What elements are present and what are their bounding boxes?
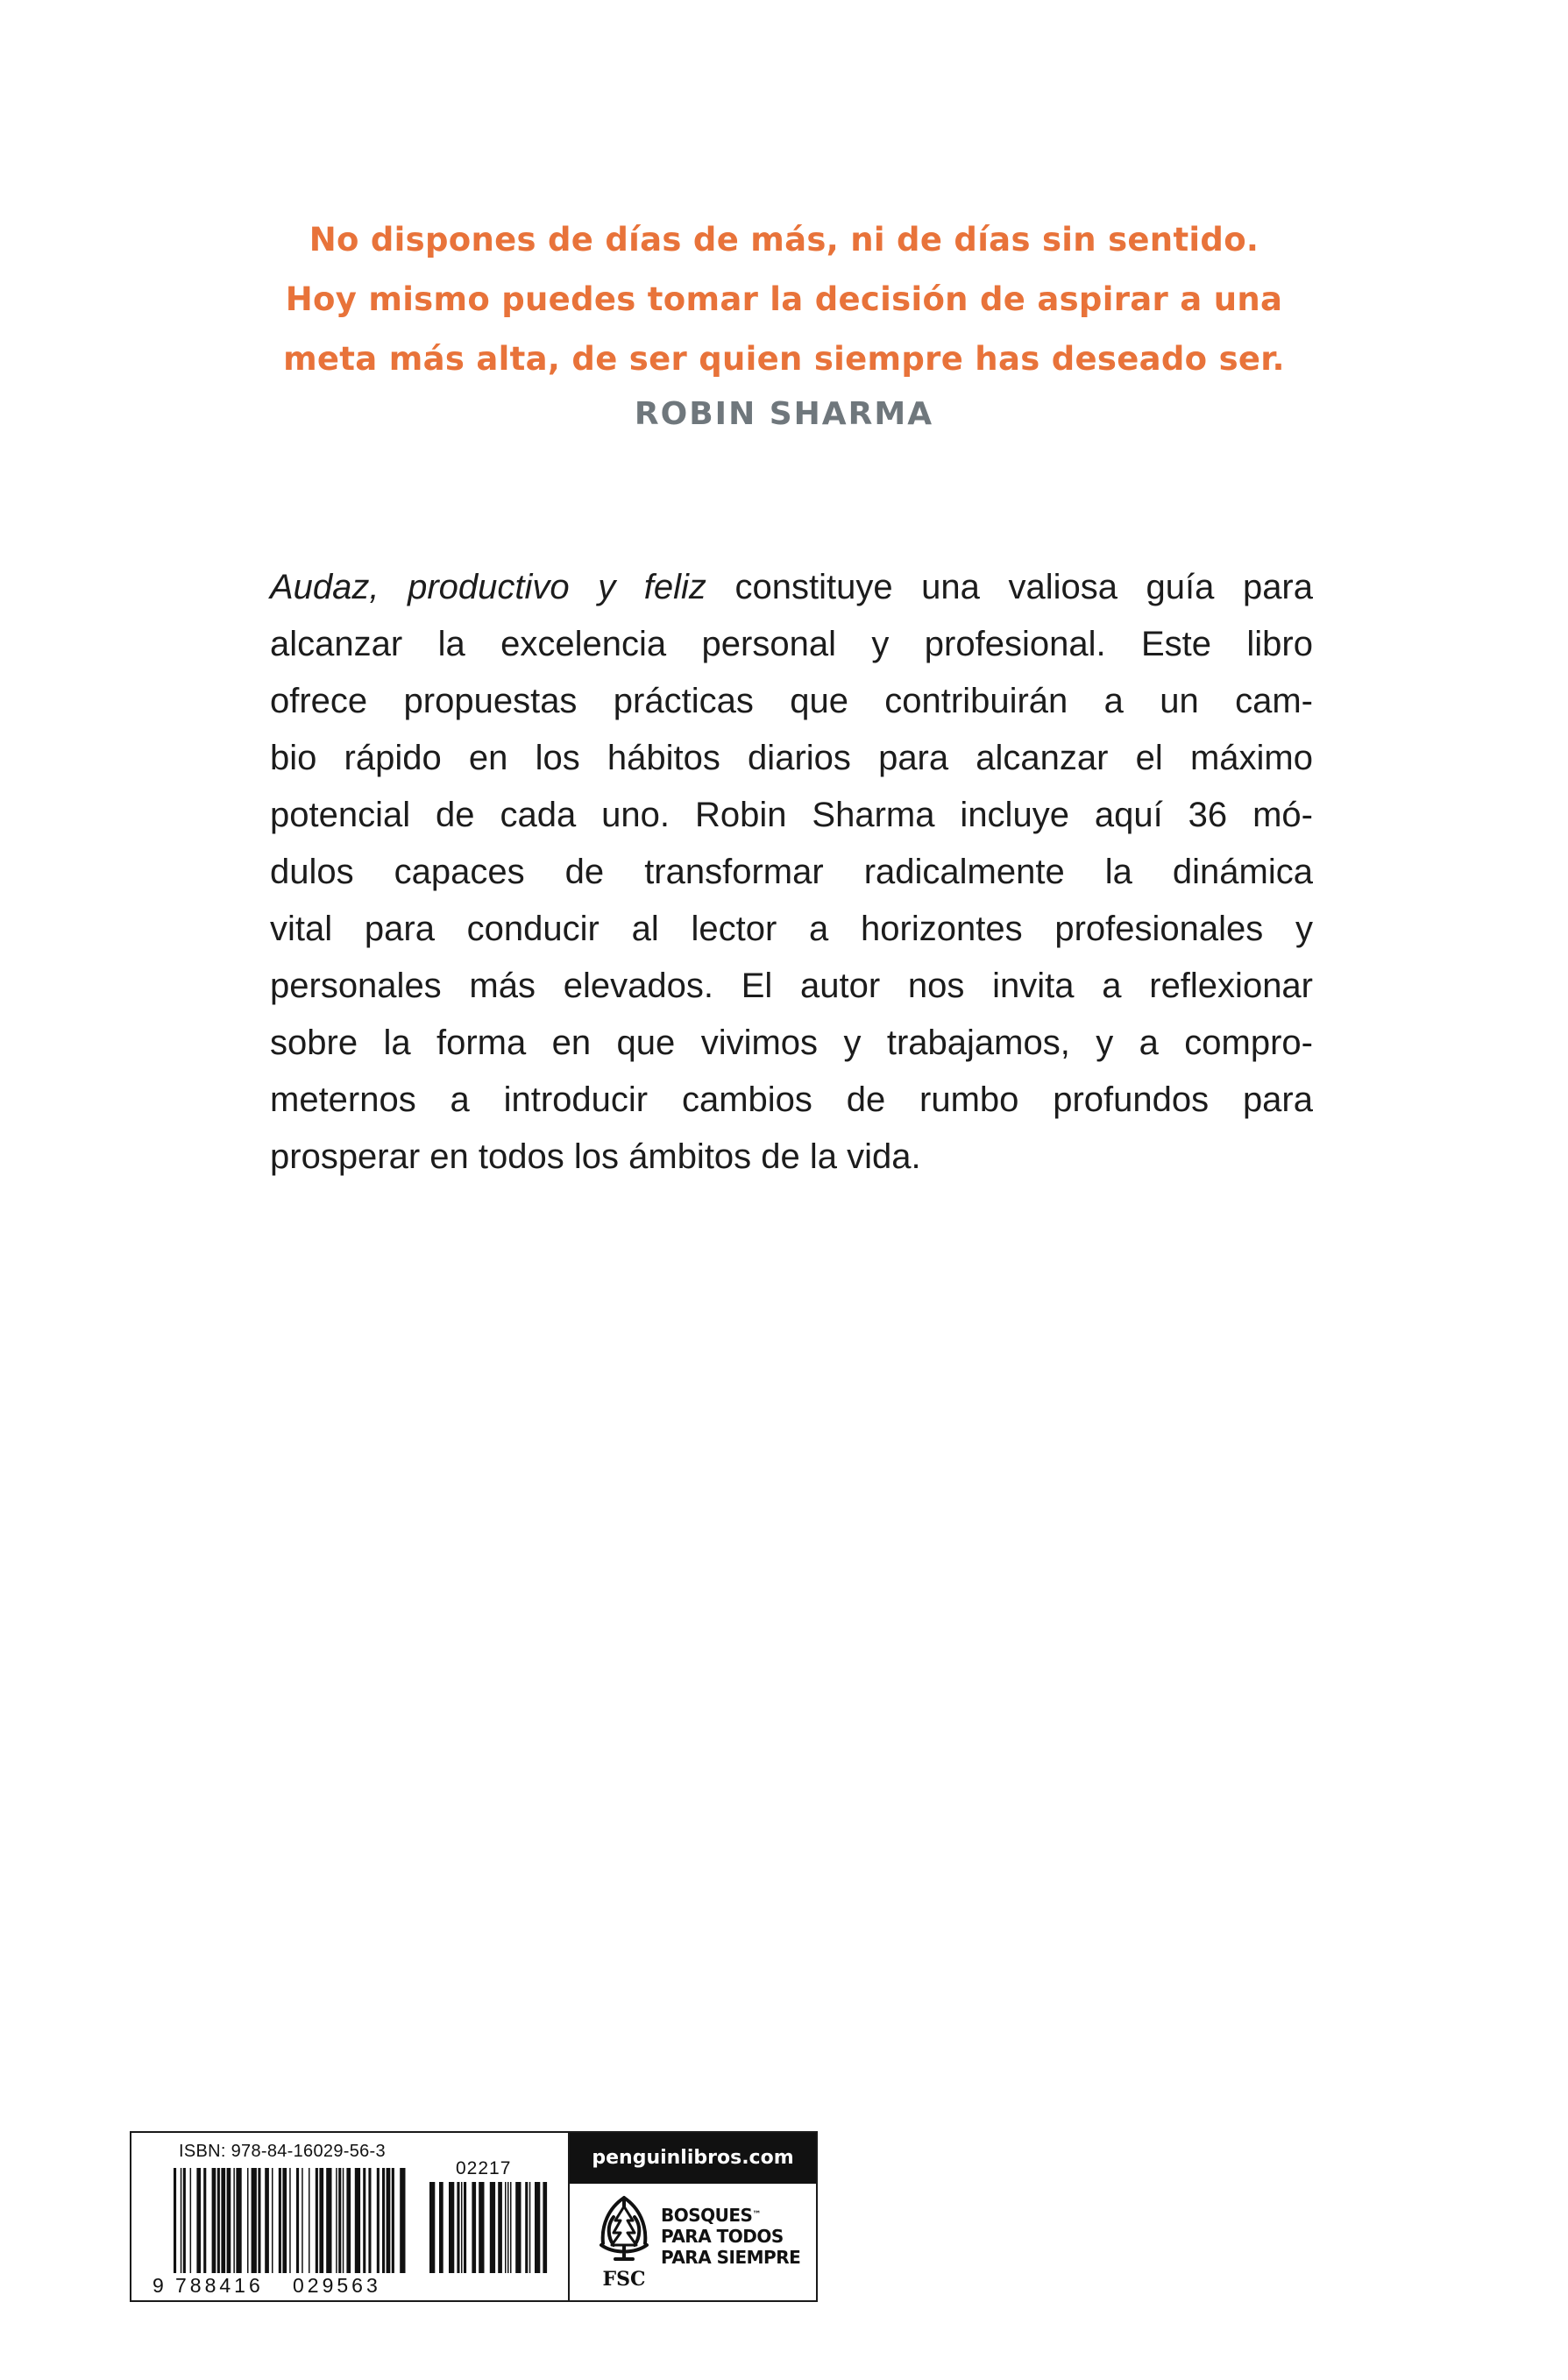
- barcode-bar: [449, 2182, 454, 2273]
- barcode-panel: [130, 2131, 818, 2302]
- barcode-bar: [302, 2168, 303, 2273]
- barcode-bar: [203, 2168, 206, 2273]
- barcode-bar: [515, 2182, 521, 2273]
- barcode-right-digits: 029563: [293, 2274, 381, 2297]
- barcode-addon-digits: 02217: [456, 2158, 512, 2178]
- barcode-bar: [472, 2182, 476, 2273]
- description-line-8: personales más elevados. El autor nos invita a reflexionar: [270, 967, 1313, 1005]
- barcode-bar: [439, 2182, 443, 2273]
- book-title: Audaz, productivo y feliz: [270, 568, 706, 606]
- quote-line-2: Hoy mismo puedes tomar la decisión de aspirar a una: [285, 280, 1283, 318]
- barcode-bar: [212, 2168, 216, 2273]
- fsc-line-3: PARA SIEMPRE: [661, 2247, 801, 2268]
- barcode-bar: [343, 2168, 344, 2273]
- description-line-9: sobre la forma en que vivimos y trabajamos, y a compro-: [270, 1024, 1313, 1062]
- description-line-6: dulos capaces de transformar radicalmente la dinámica: [270, 853, 1313, 891]
- barcode-bar: [227, 2168, 231, 2273]
- fsc-logo-text: FSC: [602, 2268, 646, 2291]
- quote-line-3: meta más alta, de ser quien siempre has deseado ser.: [283, 340, 1285, 378]
- barcode-bar: [296, 2168, 299, 2273]
- barcode-bar: [525, 2182, 528, 2273]
- barcode-bar: [400, 2168, 405, 2273]
- barcode-bar: [505, 2182, 507, 2273]
- barcode-bar: [221, 2168, 225, 2273]
- fsc-line-2: PARA TODOS: [661, 2226, 784, 2247]
- barcode-bar: [316, 2168, 318, 2273]
- barcode-bar: [183, 2168, 186, 2273]
- barcode-bar: [363, 2168, 365, 2273]
- barcode-bar: [507, 2182, 509, 2273]
- barcode-bar: [265, 2168, 269, 2273]
- barcode-bar: [233, 2168, 235, 2273]
- barcode-bar: [279, 2168, 281, 2273]
- publisher-website: penguinlibros.com: [570, 2133, 816, 2184]
- quote-line-1: No dispones de días de más, ni de días sin sentido.: [309, 221, 1259, 259]
- barcode-bar: [236, 2168, 241, 2273]
- book-description: [270, 559, 1313, 1186]
- barcode-bar: [196, 2168, 201, 2273]
- epigraph-quote: [158, 210, 1410, 442]
- description-line-11: prosperar en todos los ámbitos de la vida.: [270, 1137, 921, 1176]
- barcode-bar: [282, 2168, 287, 2273]
- barcode-bar: [461, 2182, 463, 2273]
- description-line-7: vital para conducir al lector a horizontes profesionales y: [270, 910, 1313, 948]
- barcode-bar: [387, 2168, 391, 2273]
- isbn-label: ISBN: 978-84-16029-56-3: [179, 2142, 386, 2161]
- barcode-bar: [346, 2168, 351, 2273]
- barcode-bar: [535, 2182, 540, 2273]
- quote-author: ROBIN SHARMA: [634, 396, 934, 432]
- barcode-bar: [272, 2168, 273, 2273]
- description-line-5: potencial de cada uno. Robin Sharma incluye aquí 36 mó-: [270, 796, 1313, 834]
- barcode-bar: [355, 2168, 360, 2273]
- barcode-graphic: [131, 2133, 568, 2300]
- barcode-bar: [258, 2168, 260, 2273]
- barcode-bar: [252, 2168, 257, 2273]
- description-line-3: ofrece propuestas prácticas que contribuirán a un cam-: [270, 682, 1313, 720]
- fsc-tree-icon: [589, 2191, 659, 2292]
- barcode-bar: [319, 2168, 323, 2273]
- fsc-line-1: [661, 2205, 800, 2226]
- barcode-bar: [289, 2168, 291, 2273]
- barcode-bar: [457, 2182, 459, 2273]
- barcode-bar: [181, 2168, 182, 2273]
- barcode-bar: [368, 2168, 371, 2273]
- barcode-bar: [338, 2168, 341, 2273]
- description-line-10: meternos a introducir cambios de rumbo profundos para: [270, 1080, 1313, 1119]
- barcode-bar: [309, 2168, 310, 2273]
- barcode-bar: [174, 2168, 176, 2273]
- barcode-bar: [464, 2182, 466, 2273]
- barcode-bar: [190, 2168, 192, 2273]
- description-line-1-text: constituye una valiosa guía para: [706, 568, 1314, 606]
- fsc-line-1-text: BOSQUES: [661, 2205, 753, 2226]
- barcode-bar: [382, 2168, 385, 2273]
- description-line-2: alcanzar la excelencia personal y profesional. Este libro: [270, 625, 1313, 663]
- description-line-1: [270, 559, 1313, 616]
- barcode-bar: [490, 2182, 495, 2273]
- barcode-bar: [510, 2182, 512, 2273]
- barcode-bar: [498, 2182, 502, 2273]
- barcode-left-digits: 788416: [175, 2274, 264, 2297]
- barcode-bar: [326, 2168, 331, 2273]
- fsc-trademark: ™: [752, 2210, 761, 2220]
- barcode-bar: [247, 2168, 249, 2273]
- barcode-bar: [336, 2168, 337, 2273]
- barcode-bar: [429, 2182, 435, 2273]
- barcode-bar: [529, 2182, 531, 2273]
- publisher-panel: [568, 2133, 816, 2300]
- isbn-barcode: [131, 2133, 568, 2300]
- barcode-bar: [377, 2168, 380, 2273]
- barcode-first-digit: 9: [153, 2274, 164, 2297]
- barcode-bar: [543, 2182, 547, 2273]
- description-line-4: bio rápido en los hábitos diarios para alcanzar el máximo: [270, 739, 1313, 777]
- fsc-slogan: [661, 2205, 800, 2268]
- barcode-bar: [479, 2182, 484, 2273]
- barcode-bar: [392, 2168, 394, 2273]
- barcode-bar: [217, 2168, 220, 2273]
